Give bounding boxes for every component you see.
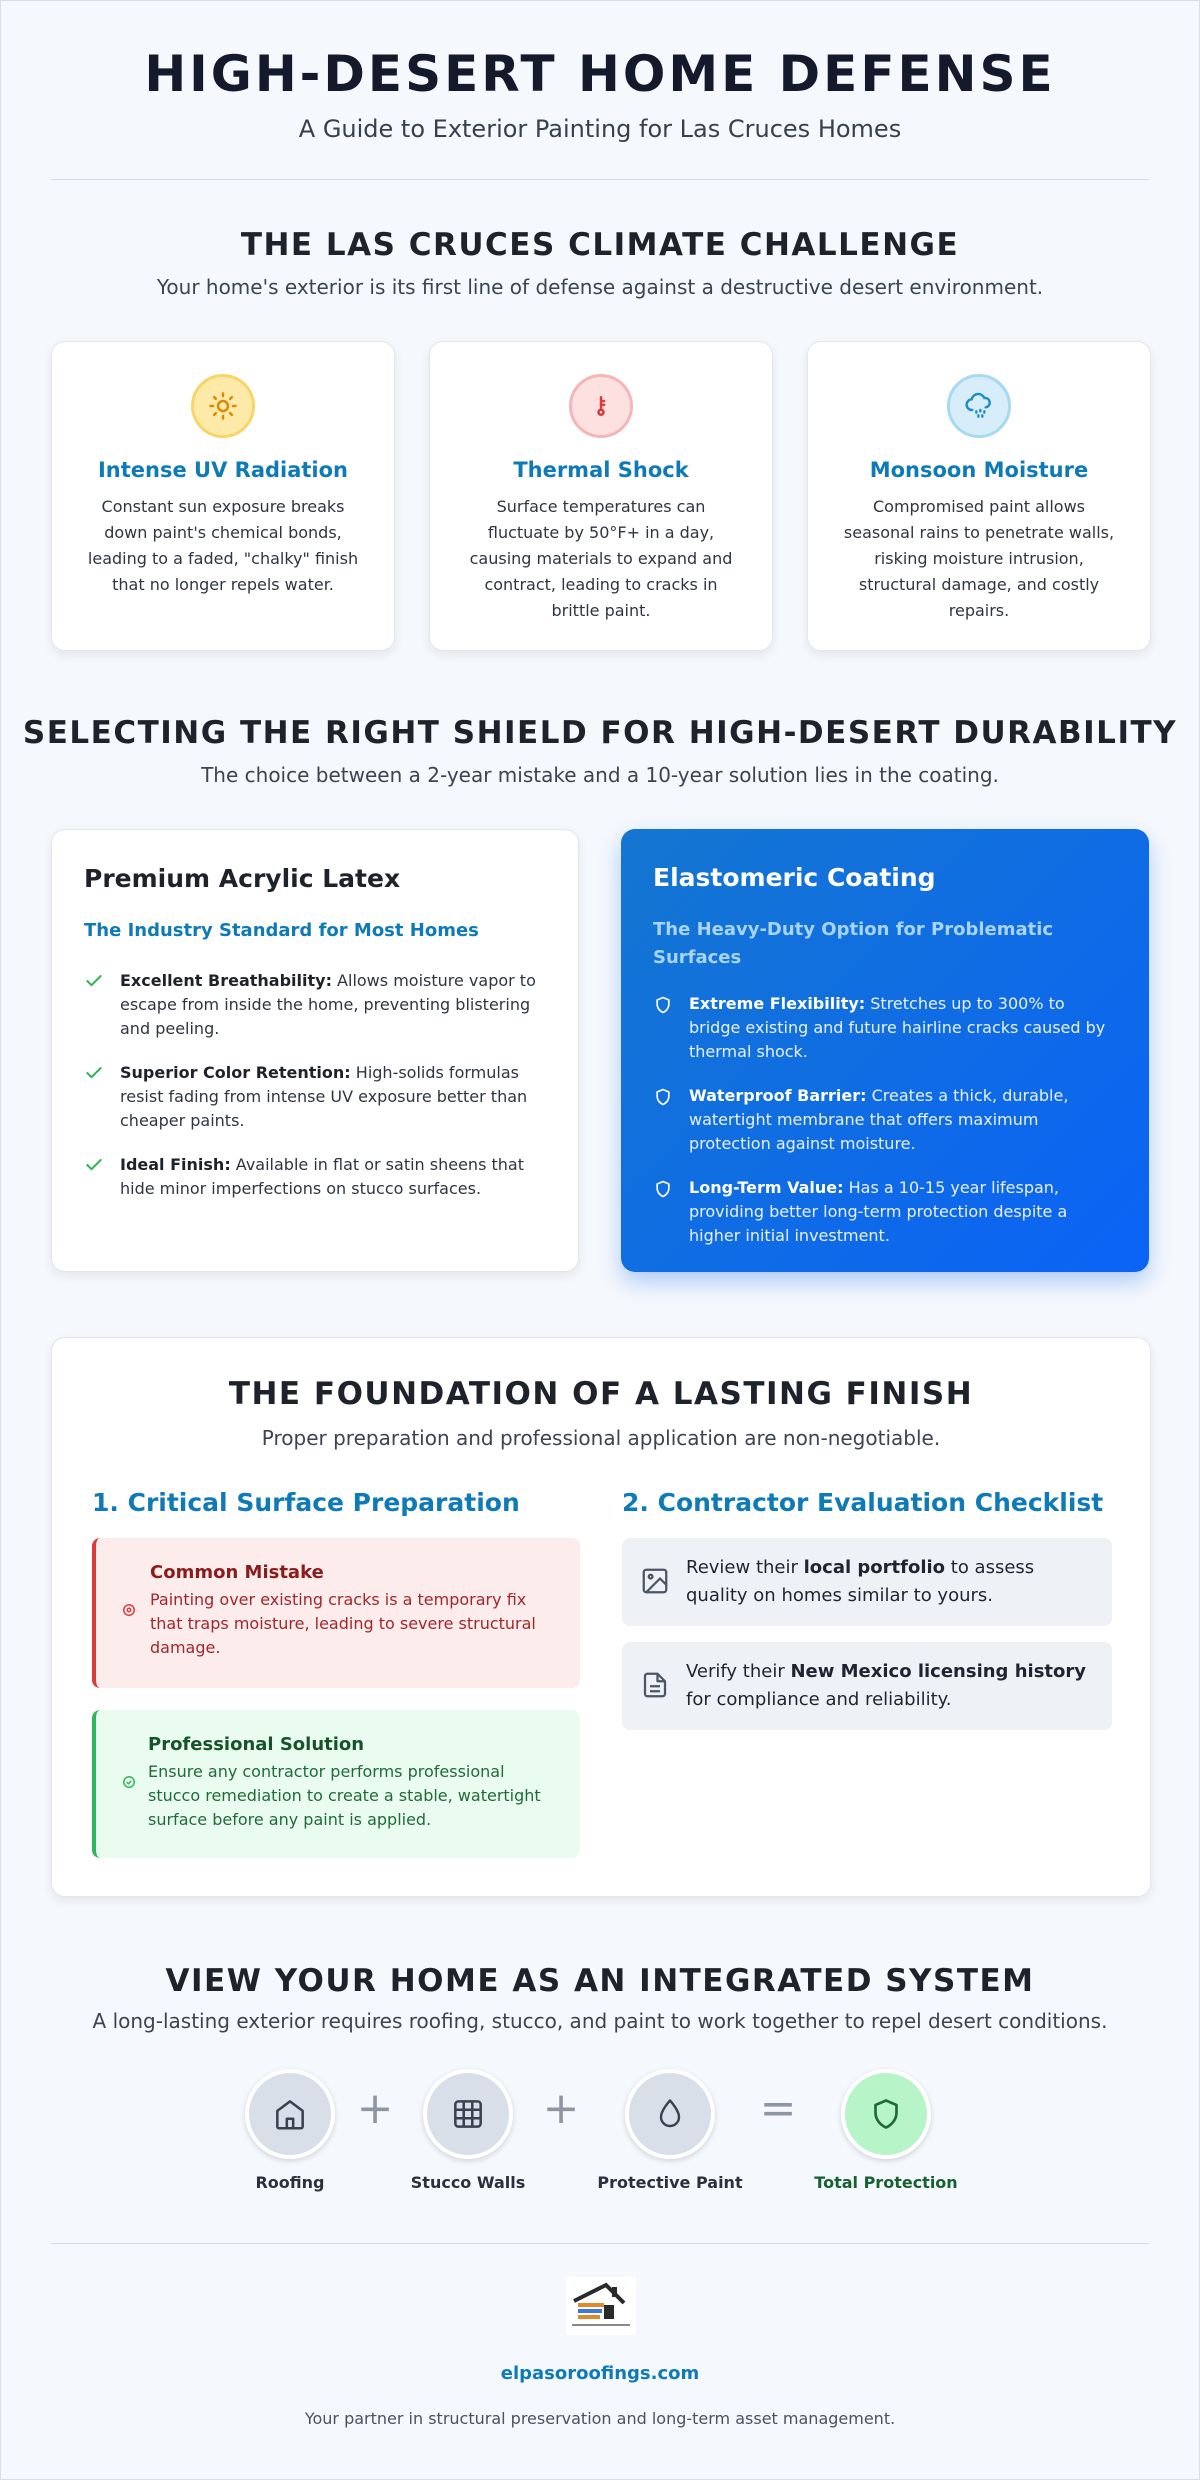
climate-card-title: Intense UV Radiation xyxy=(97,458,349,482)
climate-subtitle: Your home's exterior is its first line of defense against a destructive desert environment. xyxy=(156,275,1044,299)
equals-operator: = xyxy=(759,2083,797,2134)
solution-title: Professional Solution xyxy=(148,1734,365,1755)
check-text: to assess quality on homes similar to yours. xyxy=(686,1557,1035,1606)
elastomeric-title: Elastomeric Coating xyxy=(653,863,936,892)
feature-text: Has a 10-15 year lifespan, providing better long-term protection despite a higher initial investment. xyxy=(689,1178,1068,1245)
system-label: Stucco Walls xyxy=(410,2173,526,2192)
solution-text: Ensure any contractor performs professional stucco remediation to create a stable, watertight surface before any paint is applied. xyxy=(148,1762,541,1829)
feature-bold: Ideal Finish: xyxy=(120,1155,231,1174)
elastomeric-card xyxy=(621,829,1149,1272)
feature-item xyxy=(653,992,1117,1064)
feature-text: High-solids formulas resist fading from intense UV exposure better than cheaper paints. xyxy=(120,1063,528,1130)
foundation-card xyxy=(51,1337,1151,1897)
climate-card-title: Thermal Shock xyxy=(513,458,689,482)
feature-text: Available in flat or satin sheens that hide minor imperfections on stucco surfaces. xyxy=(120,1155,524,1198)
image-icon xyxy=(640,1566,670,1600)
droplet-icon xyxy=(625,2069,715,2159)
cloud-rain-icon xyxy=(947,374,1011,438)
mistake-title: Common Mistake xyxy=(150,1562,324,1583)
divider xyxy=(51,179,1149,180)
foundation-subtitle: Proper preparation and professional application are non-negotiable. xyxy=(261,1426,941,1450)
checklist-item-licensing xyxy=(622,1642,1112,1730)
shield-title: SELECTING THE RIGHT SHIELD FOR HIGH-DESERT DURABILITY xyxy=(22,715,1178,751)
feature-text: Stretches up to 300% to bridge existing and future hairline cracks caused by thermal shock. xyxy=(689,994,1106,1061)
check-text: Verify their xyxy=(686,1661,791,1682)
shield-subtitle: The choice between a 2-year mistake and a 10-year solution lies in the coating. xyxy=(201,763,999,787)
system-label: Roofing xyxy=(255,2173,325,2192)
feature-bold: Extreme Flexibility: xyxy=(689,994,866,1013)
x-circle-icon xyxy=(122,1602,136,1621)
document-icon xyxy=(640,1670,670,1704)
home-icon xyxy=(245,2069,335,2159)
prep-title: 1. Critical Surface Preparation xyxy=(92,1488,520,1517)
climate-card-monsoon xyxy=(807,341,1151,651)
grid-icon xyxy=(423,2069,513,2159)
feature-bold: Excellent Breathability: xyxy=(120,971,332,990)
acrylic-subtitle: The Industry Standard for Most Homes xyxy=(84,920,479,941)
feature-text: Allows moisture vapor to escape from inside the home, preventing blistering and peeling. xyxy=(120,971,536,1038)
footer-tagline: Your partner in structural preservation and long-term asset management. xyxy=(304,2409,896,2428)
system-subtitle: A long-lasting exterior requires roofing, stucco, and paint to work together to repel desert conditions. xyxy=(92,2009,1108,2033)
feature-bold: Superior Color Retention: xyxy=(120,1063,351,1082)
shield-icon xyxy=(653,1176,689,1248)
check-circle-icon xyxy=(122,1774,136,1793)
feature-item xyxy=(84,969,546,1041)
company-logo xyxy=(566,2277,636,2335)
system-label: Protective Paint xyxy=(597,2173,743,2192)
feature-bold: Waterproof Barrier: xyxy=(689,1086,867,1105)
system-label: Total Protection xyxy=(814,2173,958,2192)
feature-item xyxy=(653,1084,1117,1156)
acrylic-title: Premium Acrylic Latex xyxy=(84,864,401,893)
plus-operator: + xyxy=(356,2083,394,2134)
solution-box xyxy=(92,1710,580,1858)
check-icon xyxy=(84,1061,120,1133)
website-link[interactable]: elpasoroofings.com xyxy=(500,2363,700,2384)
climate-card-title: Monsoon Moisture xyxy=(869,458,1089,482)
check-bold: local portfolio xyxy=(803,1557,946,1578)
checklist-title: 2. Contractor Evaluation Checklist xyxy=(622,1488,1104,1517)
check-text: for compliance and reliability. xyxy=(686,1689,952,1710)
mistake-text: Painting over existing cracks is a temporary fix that traps moisture, leading to severe structural damage. xyxy=(150,1590,536,1657)
climate-card-text: Surface temperatures can fluctuate by 50°F+ in a day, causing materials to expand and contract, leading to cracks in brittle paint. xyxy=(469,497,733,620)
shield-icon xyxy=(653,992,689,1064)
system-title: VIEW YOUR HOME AS AN INTEGRATED SYSTEM xyxy=(165,1963,1035,1999)
check-bold: New Mexico licensing history xyxy=(790,1661,1086,1682)
sun-icon xyxy=(191,374,255,438)
climate-card-text: Compromised paint allows seasonal rains to penetrate walls, risking moisture intrusion, structural damage, and costly repairs. xyxy=(843,497,1115,620)
page-title: HIGH-DESERT HOME DEFENSE xyxy=(144,45,1056,103)
checklist-item-portfolio xyxy=(622,1538,1112,1626)
feature-text: Creates a thick, durable, watertight membrane that offers maximum protection against moisture. xyxy=(689,1086,1069,1153)
mistake-box xyxy=(92,1538,580,1688)
check-icon xyxy=(84,1153,120,1201)
plus-operator: + xyxy=(542,2083,580,2134)
foundation-title: THE FOUNDATION OF A LASTING FINISH xyxy=(228,1376,974,1412)
shield-icon xyxy=(653,1084,689,1156)
climate-card-uv xyxy=(51,341,395,651)
feature-item xyxy=(84,1061,546,1133)
feature-bold: Long-Term Value: xyxy=(689,1178,844,1197)
elastomeric-subtitle: The Heavy-Duty Option for Problematic Surfaces xyxy=(653,919,1054,968)
climate-card-thermal xyxy=(429,341,773,651)
feature-item xyxy=(84,1153,546,1201)
acrylic-card xyxy=(51,829,579,1272)
climate-card-text: Constant sun exposure breaks down paint's chemical bonds, leading to a faded, "chalky" finish that no longer repels water. xyxy=(87,497,359,594)
climate-title: THE LAS CRUCES CLIMATE CHALLENGE xyxy=(240,227,960,263)
check-icon xyxy=(84,969,120,1041)
check-text: Review their xyxy=(686,1557,804,1578)
shield-icon xyxy=(841,2069,931,2159)
feature-item xyxy=(653,1176,1117,1248)
divider xyxy=(51,2243,1149,2244)
page-subtitle: A Guide to Exterior Painting for Las Cruces Homes xyxy=(298,115,902,143)
thermometer-icon xyxy=(569,374,633,438)
